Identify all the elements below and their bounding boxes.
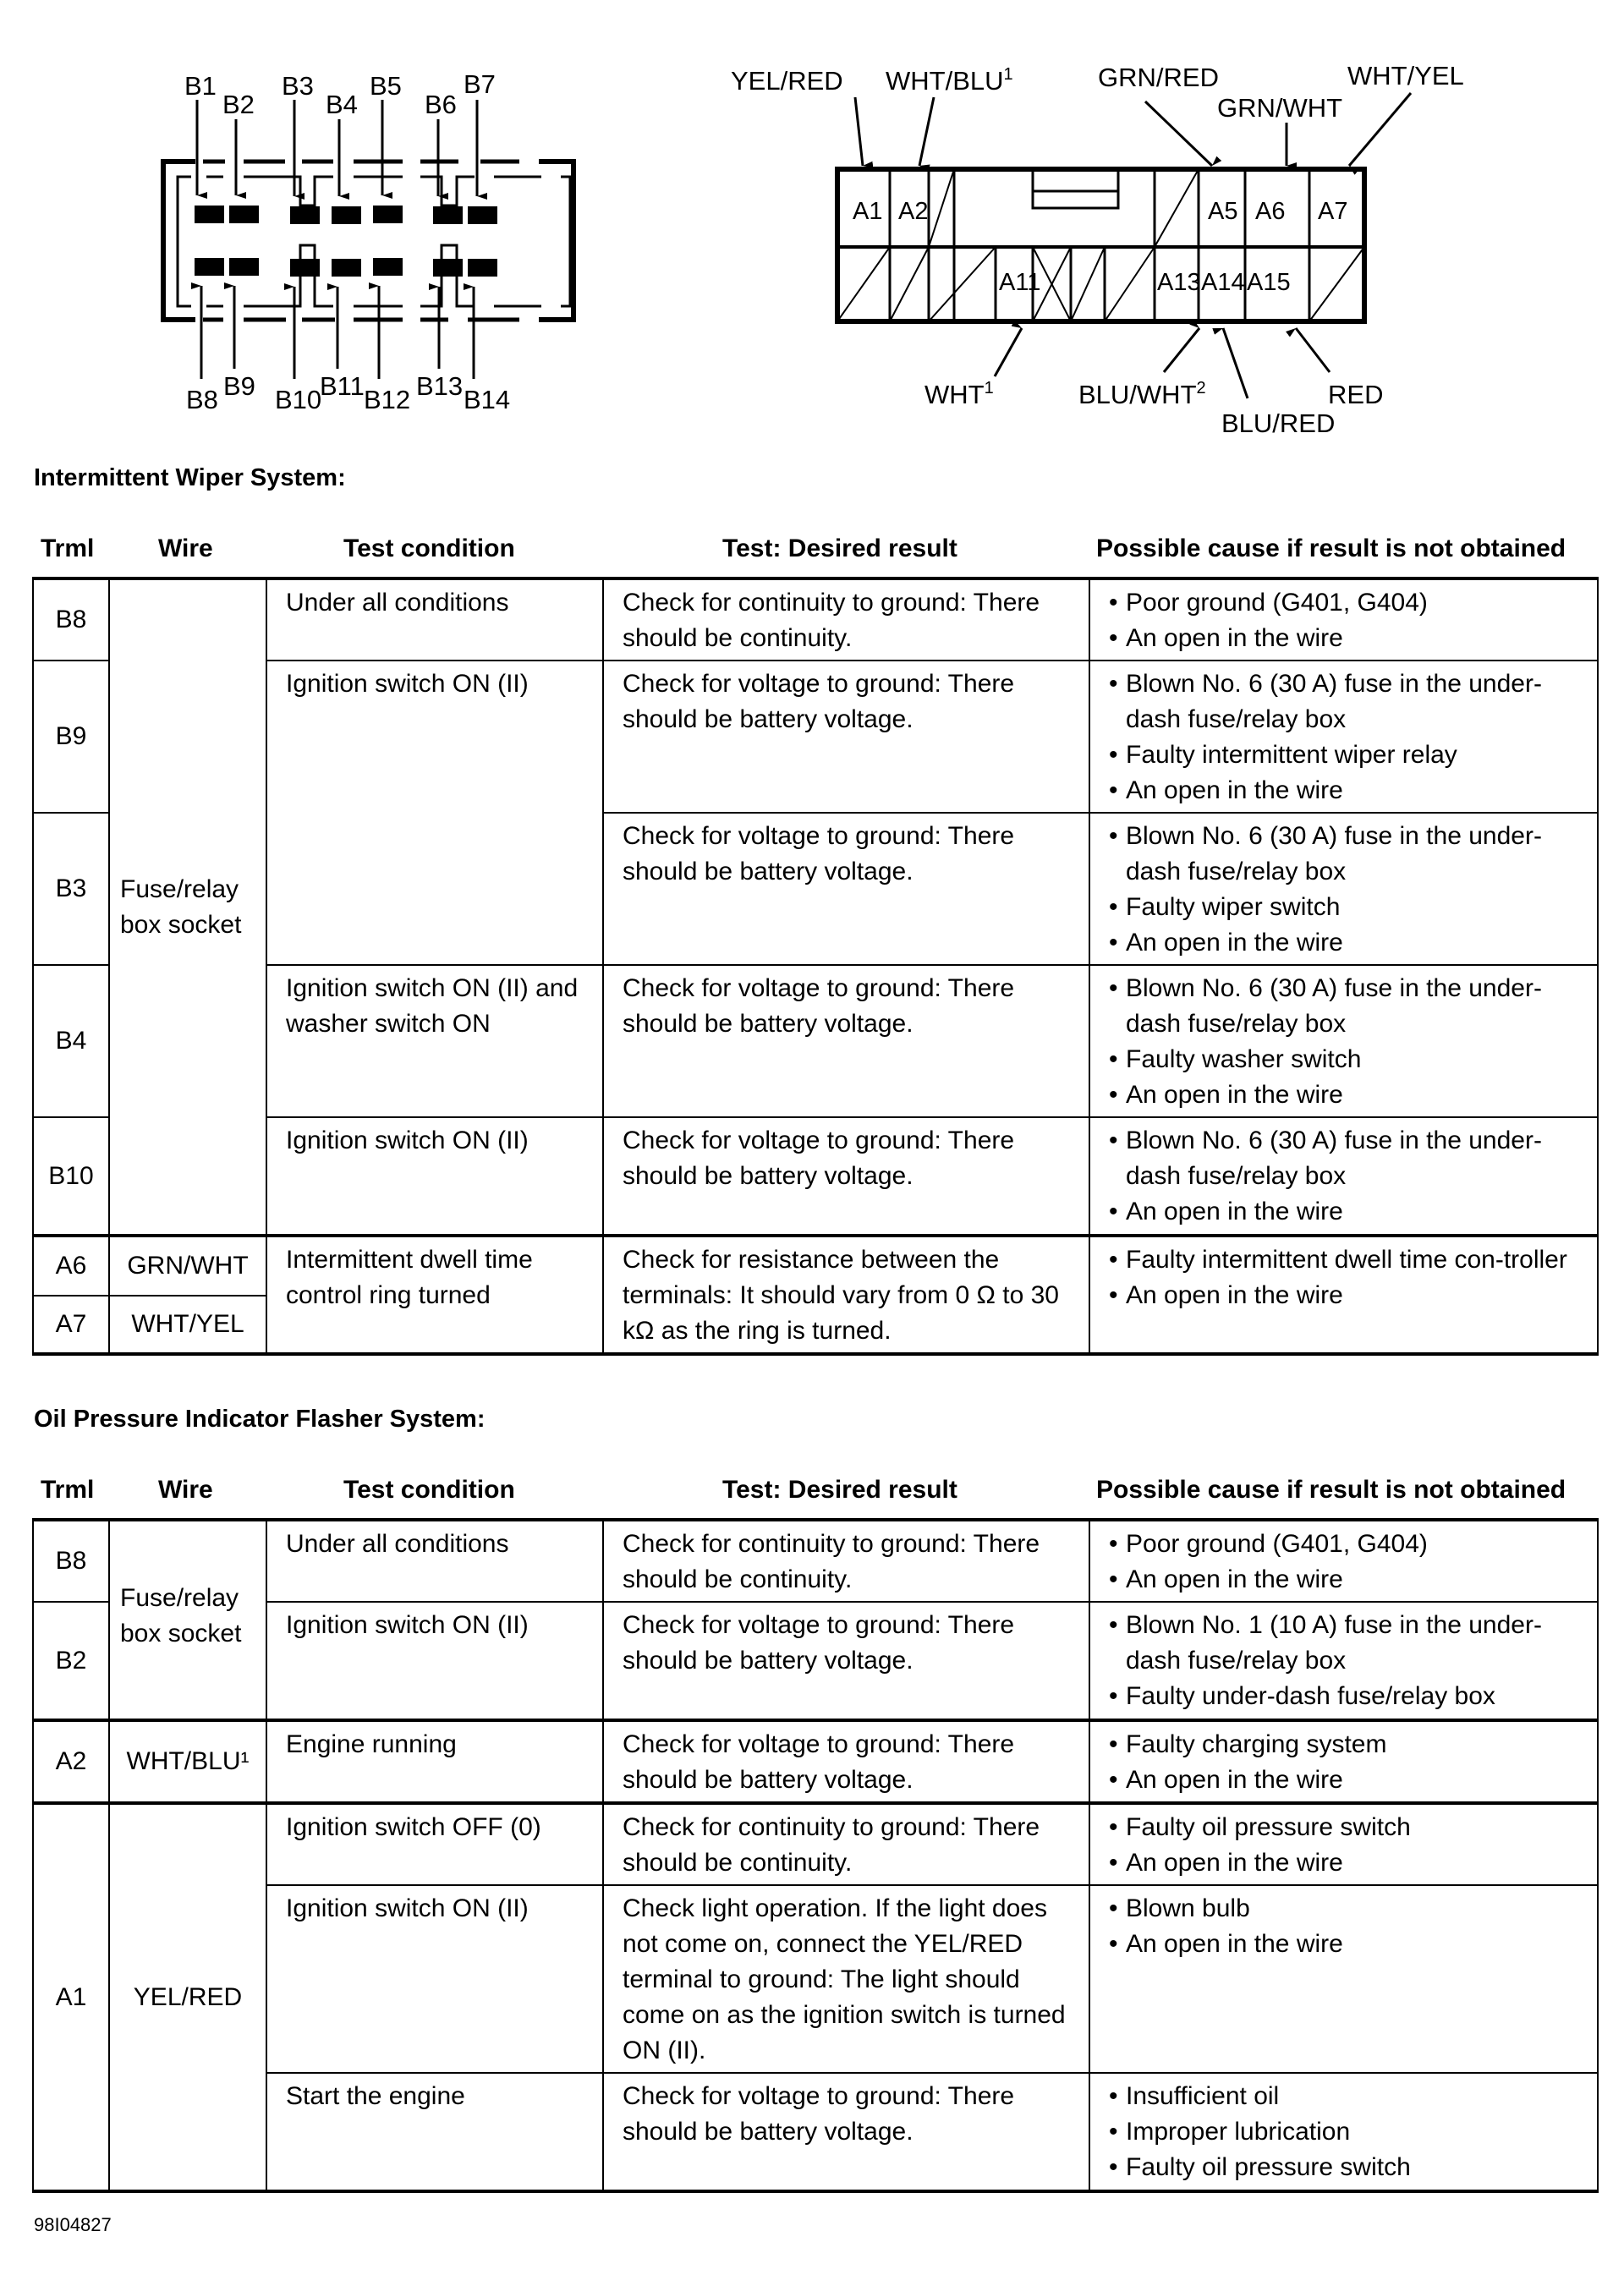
wire-label-blu-wht: BLU/WHT$^2$ [1078, 379, 1206, 409]
cause-item: • An open in the wire [1109, 925, 1587, 961]
trml-cell: A7 [33, 1296, 109, 1354]
result-cell: Check for voltage to ground: There should be battery voltage. [603, 661, 1089, 813]
table-row [33, 1720, 1598, 1803]
cause-item: • Blown bulb [1109, 1891, 1587, 1927]
condition-cell: Under all conditions [266, 578, 603, 661]
pin-label-b9: B9 [223, 371, 255, 401]
table-row [33, 965, 1598, 1117]
col-head-cause: Possible cause if result is not obtained [1096, 1476, 1566, 1504]
col-head-trml: Trml [41, 1476, 95, 1504]
pin-label-b13: B13 [416, 371, 464, 401]
wire-label-yel-red: YEL/RED [731, 66, 843, 96]
cause-item: • An open in the wire [1109, 1762, 1587, 1798]
condition-cell: Ignition switch ON (II) [266, 1885, 603, 2073]
cause-cell [1089, 578, 1598, 661]
oil-test-table [32, 1518, 1599, 2193]
pin-label-b6: B6 [425, 90, 457, 119]
trml-cell: B9 [33, 661, 109, 813]
pin-label-b8: B8 [186, 385, 218, 414]
table-row [33, 2073, 1598, 2191]
wire-cell: WHT/YEL [109, 1296, 266, 1354]
connector-a-housing [837, 169, 1364, 321]
pin-label-b3: B3 [282, 71, 314, 101]
trml-cell: B4 [33, 965, 109, 1117]
cause-item: • Faulty under-dash fuse/relay box [1109, 1679, 1587, 1714]
table-row [33, 661, 1598, 813]
cause-item: • An open in the wire [1109, 1278, 1587, 1313]
cause-cell [1089, 2073, 1598, 2191]
table-row [33, 578, 1598, 661]
pin-label-a5: A5 [1208, 198, 1238, 225]
pin-label-a7: A7 [1318, 198, 1348, 225]
col-head-result: Test: Desired result [722, 1476, 957, 1504]
result-cell: Check for voltage to ground: There should be battery voltage. [603, 2073, 1089, 2191]
wire-label-wht-blu: WHT/BLU$^1$ [886, 65, 1013, 96]
wiper-test-table [32, 577, 1599, 1356]
cause-item: • An open in the wire [1109, 1562, 1587, 1598]
trml-cell: B2 [33, 1602, 109, 1720]
wire-cell: Fuse/relay box socket [109, 1520, 266, 1720]
cause-item: • Faulty charging system [1109, 1727, 1587, 1762]
condition-cell: Start the engine [266, 2073, 603, 2191]
wire-cell: YEL/RED [109, 1803, 266, 2191]
cause-item: • Blown No. 6 (30 A) fuse in the under-dash fuse/relay box [1109, 819, 1587, 890]
cause-item: • Insufficient oil [1109, 2079, 1587, 2114]
pin-label-b4: B4 [326, 90, 358, 119]
cause-item: • Faulty intermittent wiper relay [1109, 737, 1587, 773]
col-head-trml: Trml [41, 534, 95, 562]
cause-item: • Blown No. 6 (30 A) fuse in the under-dash fuse/relay box [1109, 666, 1587, 737]
condition-cell: Ignition switch ON (II) [266, 661, 603, 965]
table-row [33, 1602, 1598, 1720]
cause-item: • Blown No. 6 (30 A) fuse in the under-dash fuse/relay box [1109, 1123, 1587, 1194]
col-head-wire: Wire [158, 1476, 213, 1504]
wiper-section-title: Intermittent Wiper System: [34, 464, 346, 491]
cause-cell [1089, 1885, 1598, 2073]
pin-label-a6: A6 [1255, 198, 1286, 225]
wire-cell: Fuse/relay box socket [109, 578, 266, 1236]
pin-label-b2: B2 [222, 90, 255, 119]
pin-label-b7: B7 [464, 69, 496, 99]
cause-cell [1089, 1803, 1598, 1885]
cause-item: • Faulty oil pressure switch [1109, 1810, 1587, 1845]
result-cell: Check for voltage to ground: There should be battery voltage. [603, 813, 1089, 965]
cause-item: • Poor ground (G401, G404) [1109, 585, 1587, 621]
wire-label-wht-yel: WHT/YEL [1347, 61, 1464, 90]
pin-label-b10: B10 [275, 385, 322, 414]
table-row [33, 1117, 1598, 1236]
col-head-condition: Test condition [343, 534, 515, 562]
trml-cell: A6 [33, 1236, 109, 1296]
wire-cell: WHT/BLU¹ [109, 1720, 266, 1803]
wire-label-red: RED [1328, 380, 1384, 409]
col-head-cause: Possible cause if result is not obtained [1096, 534, 1566, 562]
col-head-result: Test: Desired result [722, 534, 957, 562]
cause-item: • An open in the wire [1109, 1077, 1587, 1113]
condition-cell: Engine running [266, 1720, 603, 1803]
cause-item: • Blown No. 6 (30 A) fuse in the under-dash fuse/relay box [1109, 971, 1587, 1042]
result-cell: Check for continuity to ground: There should be continuity. [603, 578, 1089, 661]
wire-label-blu-red: BLU/RED [1221, 408, 1336, 438]
cause-cell [1089, 1236, 1598, 1354]
pin-label-b1: B1 [184, 71, 217, 101]
trml-cell: A2 [33, 1720, 109, 1803]
cause-item: • Faulty oil pressure switch [1109, 2150, 1587, 2185]
result-cell: Check for voltage to ground: There should be battery voltage. [603, 1117, 1089, 1236]
pin-label-a13: A13 [1157, 269, 1201, 296]
pin-label-a2: A2 [898, 198, 929, 225]
col-head-condition: Test condition [343, 1476, 515, 1504]
pin-label-b11: B11 [320, 371, 365, 401]
cause-item: • Faulty intermittent dwell time con-troller [1109, 1242, 1587, 1278]
trml-cell: B8 [33, 1520, 109, 1602]
trml-cell: B8 [33, 578, 109, 661]
cause-item: • Blown No. 1 (10 A) fuse in the under-dash fuse/relay box [1109, 1608, 1587, 1679]
table-row [33, 1236, 1598, 1296]
result-cell: Check light operation. If the light does not come on, connect the YEL/RED terminal to ground: The light should come on as the ignition switch is turned ON (II). [603, 1885, 1089, 2073]
cause-item: • An open in the wire [1109, 773, 1587, 809]
result-cell: Check for voltage to ground: There should be battery voltage. [603, 965, 1089, 1117]
trml-cell: A1 [33, 1803, 109, 2191]
wire-label-grn-wht: GRN/WHT [1217, 93, 1343, 123]
cause-cell [1089, 1520, 1598, 1602]
cause-cell [1089, 813, 1598, 965]
pin-label-b5: B5 [370, 71, 402, 101]
condition-cell: Intermittent dwell time control ring turned [266, 1236, 603, 1354]
cause-item: • Faulty washer switch [1109, 1042, 1587, 1077]
condition-cell: Ignition switch ON (II) [266, 1602, 603, 1720]
pin-label-a15: A15 [1247, 269, 1291, 296]
col-head-wire: Wire [158, 534, 213, 562]
table-row [33, 1803, 1598, 1885]
trml-cell: B3 [33, 813, 109, 965]
trml-cell: B10 [33, 1117, 109, 1236]
result-cell: Check for continuity to ground: There should be continuity. [603, 1803, 1089, 1885]
cause-cell [1089, 1117, 1598, 1236]
result-cell: Check for voltage to ground: There should be battery voltage. [603, 1602, 1089, 1720]
cause-item: • Improper lubrication [1109, 2114, 1587, 2150]
condition-cell: Ignition switch OFF (0) [266, 1803, 603, 1885]
table-row [33, 1885, 1598, 2073]
cause-item: • An open in the wire [1109, 1927, 1587, 1962]
pin-label-b14: B14 [464, 385, 511, 414]
condition-cell: Under all conditions [266, 1520, 603, 1602]
wire-label-wht: WHT$^1$ [924, 379, 994, 409]
cause-item: • An open in the wire [1109, 1845, 1587, 1881]
cause-cell [1089, 965, 1598, 1117]
result-cell: Check for continuity to ground: There should be continuity. [603, 1520, 1089, 1602]
condition-cell: Ignition switch ON (II) [266, 1117, 603, 1236]
cause-item: • An open in the wire [1109, 621, 1587, 656]
cause-item: • Faulty wiper switch [1109, 890, 1587, 925]
cause-cell [1089, 661, 1598, 813]
pin-label-b12: B12 [364, 385, 411, 414]
figure-code: 98I04827 [34, 2214, 112, 2235]
cause-item: • An open in the wire [1109, 1194, 1587, 1230]
cause-cell [1089, 1602, 1598, 1720]
cause-cell [1089, 1720, 1598, 1803]
result-cell: Check for voltage to ground: There should be battery voltage. [603, 1720, 1089, 1803]
pin-label-a1: A1 [853, 198, 883, 225]
table-row [33, 1520, 1598, 1602]
condition-cell: Ignition switch ON (II) and washer switch ON [266, 965, 603, 1117]
wire-cell: GRN/WHT [109, 1236, 266, 1296]
result-cell: Check for resistance between the terminals: It should vary from 0 Ω to 30 kΩ as the ring is turned. [603, 1236, 1089, 1354]
pin-label-a11: A11 [999, 269, 1041, 296]
cause-item: • Poor ground (G401, G404) [1109, 1527, 1587, 1562]
oil-section-title: Oil Pressure Indicator Flasher System: [34, 1406, 486, 1433]
wire-label-grn-red: GRN/RED [1098, 63, 1219, 92]
pin-label-a14: A14 [1201, 269, 1245, 296]
